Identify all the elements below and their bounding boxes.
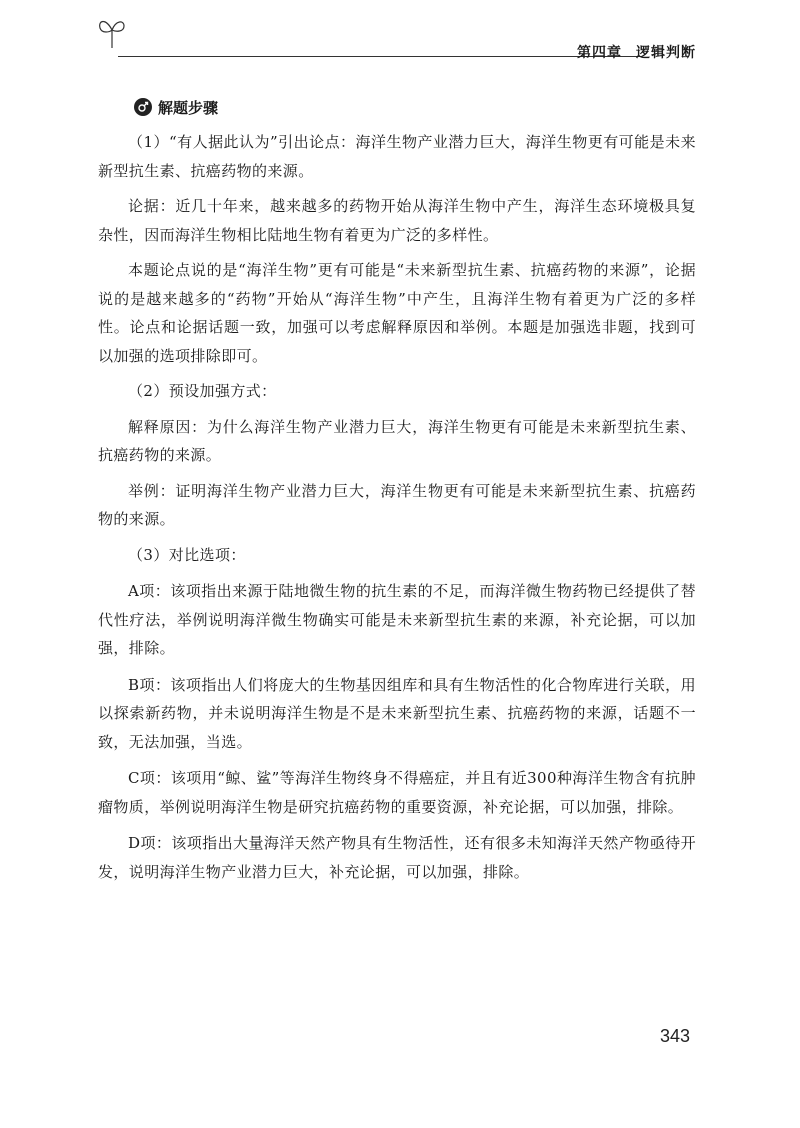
step-bullet-icon [134,98,152,116]
page-content [98,93,696,886]
paragraph: B项：该项指出人们将庞大的生物基因组库和具有生物活性的化合物库进行关联，用以探索新药物，并未说明海洋生物是不是未来新型抗生素、抗癌药物的来源，话题不一致，无法加强，当选。 [98,675,696,751]
page-header [96,14,696,61]
header-rule [118,56,642,57]
paragraph: （1）“有人据此认为”引出论点：海洋生物产业潜力巨大，海洋生物更有可能是未来新型抗生素、抗癌药物的来源。 [98,133,696,180]
paragraph: 解释原因：为什么海洋生物产业潜力巨大，海洋生物更有可能是未来新型抗生素、抗癌药物的来源。 [98,417,696,464]
paragraph: A项：该项指出来源于陆地微生物的抗生素的不足，而海洋微生物药物已经提供了替代性疗法，举例说明海洋微生物确实可能是未来新型抗生素的来源，补充论据，可以加强，排除。 [98,582,696,657]
paragraph: （2）预设加强方式： [128,382,277,400]
paragraph: C项：该项用“鲸、鲨”等海洋生物终身不得癌症，并且有近300种海洋生物含有抗肿瘤物质，举例说明海洋生物是研究抗癌药物的重要资源，补充论据，可以加强，排除。 [98,769,696,816]
chapter-heading [577,42,696,62]
sprout-icon [96,14,128,50]
paragraph: （3）对比选项： [128,545,246,564]
section-title: 解题步骤 [158,98,219,117]
chapter-title: 逻辑判断 [636,45,696,61]
paragraph: 举例：证明海洋生物产业潜力巨大，海洋生物更有可能是未来新型抗生素、抗癌药物的来源。 [98,481,696,528]
paragraph: D项：该项指出大量海洋天然产物具有生物活性，还有很多未知海洋天然产物亟待开发，说明海洋生物产业潜力巨大，补充论据，可以加强，排除。 [98,834,696,881]
section-heading [134,93,696,121]
paragraph: 本题论点说的是“海洋生物”更有可能是“未来新型抗生素、抗癌药物的来源”，论据说的是越来越多的“药物”开始从“海洋生物”中产生，且海洋生物有着更为广泛的多样性。论点和论据话题一致，加强可以考虑解释原因和举例。本题是加强选非题，找到可以加强的选项排除即可。 [98,261,696,365]
paragraph: 论据：近几十年来，越来越多的药物开始从海洋生物中产生，海洋生态环境极具复杂性，因而海洋生物相比陆地生物有着更为广泛的多样性。 [98,197,696,244]
chapter-number: 第四章 [577,45,622,61]
page-number: 343 [659,1026,690,1046]
